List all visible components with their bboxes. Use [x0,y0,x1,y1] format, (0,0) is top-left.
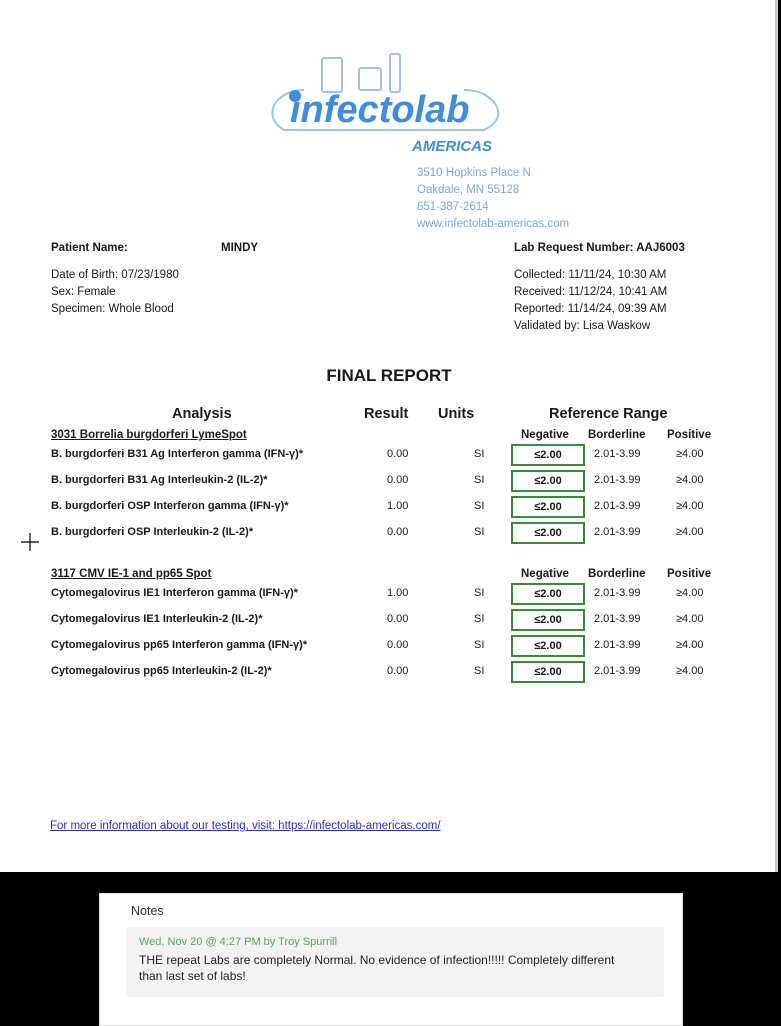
negative-range-box: ≤2.00 [511,444,585,466]
subhead-negative: Negative [521,568,569,580]
result-value: 0.00 [387,448,409,460]
address-website: www.infectolab-americas.com [417,218,570,230]
units-value: SI [474,665,485,677]
more-info-link[interactable]: For more information about our testing, visit: https://infectolab-americas.com/ [50,820,441,832]
received-date: Received: 11/12/24, 10:41 AM [514,286,668,298]
result-value: 0.00 [387,639,409,651]
positive-range: ≥4.00 [676,613,704,625]
negative-range-box: ≤2.00 [511,609,585,631]
section-title: 3031 Borrelia burgdorferi LymeSpot [51,429,247,441]
test-name: B. burgdorferi OSP Interferon gamma (IFN-γ)* [51,500,289,512]
note-meta: Wed, Nov 20 @ 4:27 PM by Troy Spurrill [139,936,338,948]
borderline-range: 2.01-3.99 [594,613,641,625]
negative-range-box: ≤2.00 [511,496,585,518]
notes-panel [99,893,683,1026]
positive-range: ≥4.00 [676,474,704,486]
borderline-range: 2.01-3.99 [594,587,641,599]
positive-range: ≥4.00 [676,639,704,651]
collected-date: Collected: 11/11/24, 10:30 AM [514,269,667,281]
borderline-range: 2.01-3.99 [594,639,641,651]
infectolab-logo [264,50,514,160]
col-analysis: Analysis [172,406,232,422]
test-name: B. burgdorferi B31 Ag Interleukin-2 (IL-2)* [51,474,268,486]
section-title: 3117 CMV IE-1 and pp65 Spot [51,568,212,580]
borderline-range: 2.01-3.99 [594,474,641,486]
positive-range: ≥4.00 [676,587,704,599]
subhead-positive: Positive [667,568,712,580]
subhead-negative: Negative [521,429,569,441]
logo-sub: AMERICAS [412,138,493,155]
patient-name-label: Patient Name: [51,242,128,254]
note-text: THE repeat Labs are completely Normal. No evidence of infection!!!!! Completely different than last set of labs! [139,953,615,983]
positive-range: ≥4.00 [676,500,704,512]
result-value: 0.00 [387,665,409,677]
logo-brand: infectolab [290,89,470,131]
positive-range: ≥4.00 [676,448,704,460]
result-value: 0.00 [387,613,409,625]
crosshair-cursor-icon [20,532,40,552]
lab-info [514,267,667,335]
test-name: Cytomegalovirus IE1 Interleukin-2 (IL-2)* [51,613,263,625]
result-value: 0.00 [387,474,409,486]
lab-request-number: Lab Request Number: AAJ6003 [514,242,685,254]
report-title: FINAL REPORT [326,366,452,385]
negative-range-box: ≤2.00 [511,583,585,605]
units-value: SI [474,639,485,651]
subhead-positive: Positive [667,429,712,441]
result-value: 0.00 [387,526,409,538]
address-line1: 3510 Hopkins Place N [417,167,531,179]
borderline-range: 2.01-3.99 [594,500,641,512]
patient-dob: Date of Birth: 07/23/1980 [51,269,179,281]
negative-range-box: ≤2.00 [511,635,585,657]
units-value: SI [474,613,485,625]
address-phone: 651-387-2614 [417,201,489,213]
address-line2: Oakdale, MN 55128 [417,184,520,196]
borderline-range: 2.01-3.99 [594,526,641,538]
positive-range: ≥4.00 [676,526,704,538]
reported-date: Reported: 11/14/24, 09:39 AM [514,303,667,315]
patient-sex: Sex: Female [51,286,116,298]
units-value: SI [474,500,485,512]
page-edge [775,0,778,872]
result-value: 1.00 [387,587,409,599]
subhead-borderline: Borderline [588,568,646,580]
negative-range-box: ≤2.00 [511,661,585,683]
borderline-range: 2.01-3.99 [594,665,641,677]
units-value: SI [474,474,485,486]
col-reference-range: Reference Range [549,406,668,422]
units-value: SI [474,448,485,460]
patient-info [51,267,179,318]
units-value: SI [474,587,485,599]
test-name: B. burgdorferi OSP Interleukin-2 (IL-2)* [51,526,254,538]
patient-name-value: MINDY [221,242,259,254]
borderline-range: 2.01-3.99 [594,448,641,460]
validated-by: Validated by: Lisa Waskow [514,320,651,332]
lab-address [417,165,569,233]
note-entry[interactable] [126,927,664,997]
subhead-borderline: Borderline [588,429,646,441]
result-value: 1.00 [387,500,409,512]
notes-title: Notes [131,904,164,918]
negative-range-box: ≤2.00 [511,470,585,492]
test-name: Cytomegalovirus pp65 Interleukin-2 (IL-2)* [51,665,272,677]
col-result: Result [364,406,409,422]
patient-specimen: Specimen: Whole Blood [51,303,174,315]
positive-range: ≥4.00 [676,665,704,677]
test-name: Cytomegalovirus IE1 Interferon gamma (IFN-γ)* [51,587,298,599]
col-units: Units [438,406,475,422]
units-value: SI [474,526,485,538]
test-name: B. burgdorferi B31 Ag Interferon gamma (IFN-γ)* [51,448,304,460]
test-name: Cytomegalovirus pp65 Interferon gamma (IFN-γ)* [51,639,308,651]
negative-range-box: ≤2.00 [511,522,585,544]
